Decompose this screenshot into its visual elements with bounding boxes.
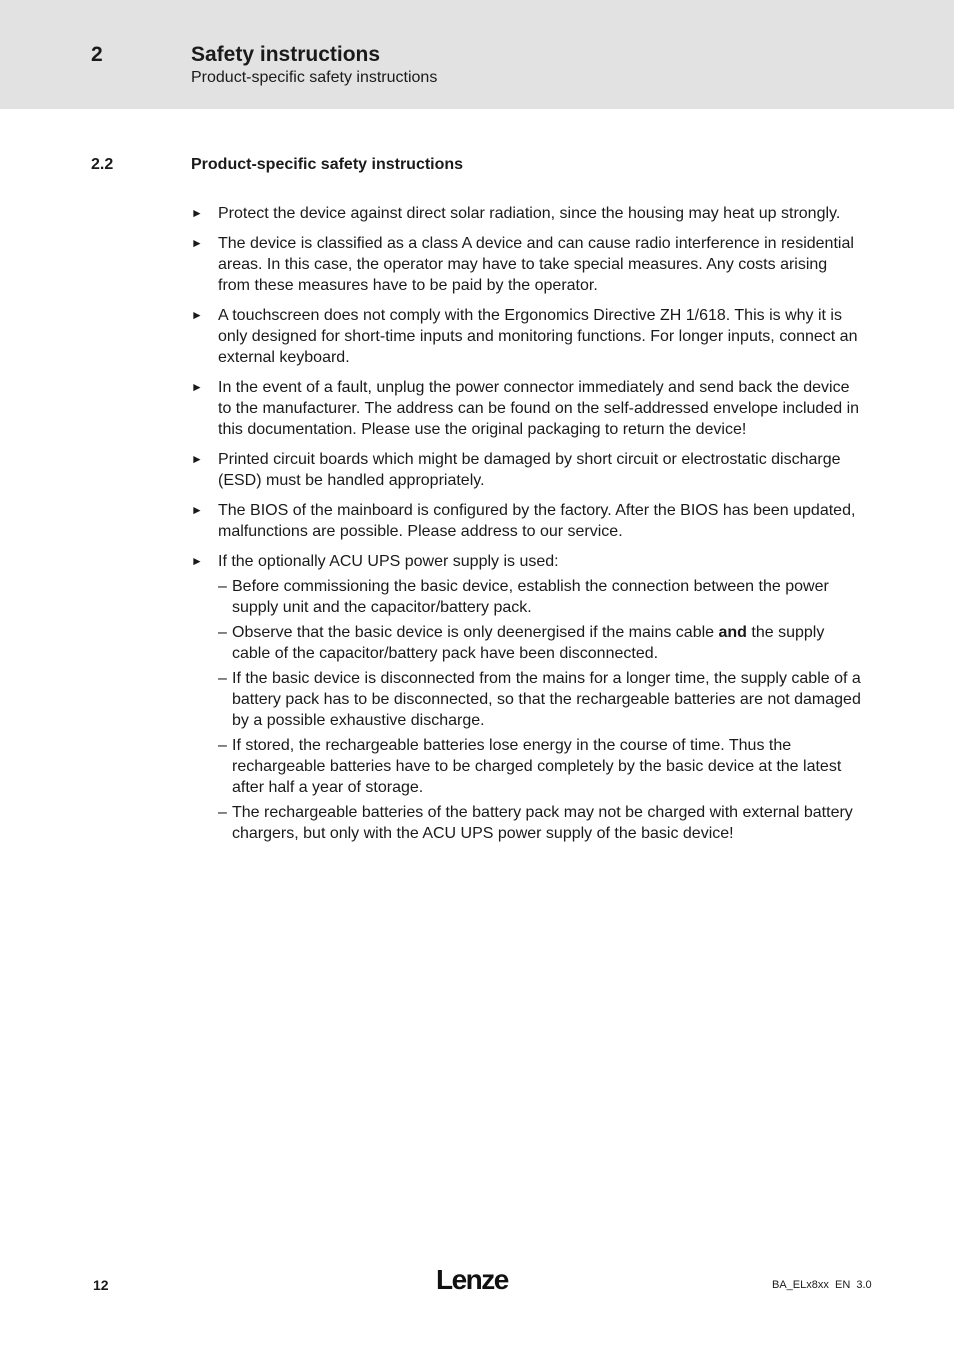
bullet-triangle-icon: ► — [191, 206, 203, 220]
bullet-triangle-icon: ► — [191, 308, 203, 322]
sub-list-item-text: The rechargeable batteries of the battery pack may not be charged with external battery chargers, but only with the ACU UPS power supply of the basic device! — [232, 804, 853, 842]
emphasis-and: and — [718, 624, 747, 641]
list-item — [191, 500, 863, 542]
bullet-triangle-icon: ► — [191, 503, 203, 517]
sub-list-item-text: Before commissioning the basic device, establish the connection between the power supply unit and the capacitor/battery pack. — [232, 578, 829, 616]
sub-list-item — [218, 735, 863, 798]
section-title: Product-specific safety instructions — [191, 156, 464, 173]
list-item — [191, 551, 863, 844]
list-item — [191, 377, 863, 440]
document-id: BA_ELx8xx EN 3.0 — [772, 1279, 872, 1291]
page-header — [0, 0, 954, 109]
list-item — [191, 305, 863, 368]
sub-list-item-text — [232, 624, 824, 662]
list-item — [191, 203, 863, 224]
list-item-text: The BIOS of the mainboard is configured by the factory. After the BIOS has been updated, malfunctions are possible. Please address to our service. — [218, 502, 856, 540]
list-item-text: If the optionally ACU UPS power supply is used: — [218, 553, 559, 570]
sub-list-item — [218, 668, 863, 731]
list-item-text: Printed circuit boards which might be damaged by short circuit or electrostatic discharge (ESD) must be handled appropriately. — [218, 451, 841, 489]
dash-marker: – — [218, 578, 227, 595]
list-item-text: A touchscreen does not comply with the Ergonomics Directive ZH 1/618. This is why it is only designed for short-time inputs and monitoring functions. For longer inputs, connect an external keyboard. — [218, 307, 858, 366]
sub-text-before: Observe that the basic device is only deenergised if the mains cable — [232, 624, 719, 641]
lenze-logo: Lenze — [436, 1264, 508, 1295]
dash-marker: – — [218, 670, 227, 687]
dash-marker: – — [218, 804, 227, 821]
list-item-text: In the event of a fault, unplug the power connector immediately and send back the device to the manufacturer. The address can be found on the self-addressed envelope included in this documentation. Please use the original packaging to return the device! — [218, 379, 860, 438]
ups-sub-list — [218, 576, 863, 844]
sub-list-item — [218, 802, 863, 844]
sub-list-item — [218, 622, 863, 664]
page-number: 12 — [93, 1277, 109, 1293]
bullet-triangle-icon: ► — [191, 554, 203, 568]
bullet-triangle-icon: ► — [191, 380, 203, 394]
sub-list-item-text: If stored, the rechargeable batteries lose energy in the course of time. Thus the rechargeable batteries have to be charged completely by the basic device at the latest after half a year of storage. — [232, 737, 842, 796]
bullet-triangle-icon: ► — [191, 236, 203, 250]
sub-text-after: the supply cable of the capacitor/battery pack have been disconnected. — [232, 624, 825, 662]
chapter-number: 2 — [91, 43, 103, 66]
list-item-text: Protect the device against direct solar radiation, since the housing may heat up strongly. — [218, 205, 841, 222]
chapter-subtitle: Product-specific safety instructions — [191, 69, 438, 86]
instruction-list — [191, 203, 863, 853]
dash-marker: – — [218, 737, 227, 754]
list-item — [191, 233, 863, 296]
sub-list-item — [218, 576, 863, 618]
list-item-text: The device is classified as a class A device and can cause radio interference in residential areas. In this case, the operator may have to take special measures. Any costs arising from these measures have to be paid by the operator. — [218, 235, 854, 294]
sub-list-item-text: If the basic device is disconnected from the mains for a longer time, the supply cable of a battery pack has to be disconnected, so that the rechargeable batteries are not damaged by a possible exhaustive discharge. — [232, 670, 861, 729]
section-number: 2.2 — [91, 156, 114, 173]
chapter-title: Safety instructions — [191, 43, 381, 66]
list-item — [191, 449, 863, 491]
dash-marker: – — [218, 624, 227, 641]
bullet-triangle-icon: ► — [191, 452, 203, 466]
